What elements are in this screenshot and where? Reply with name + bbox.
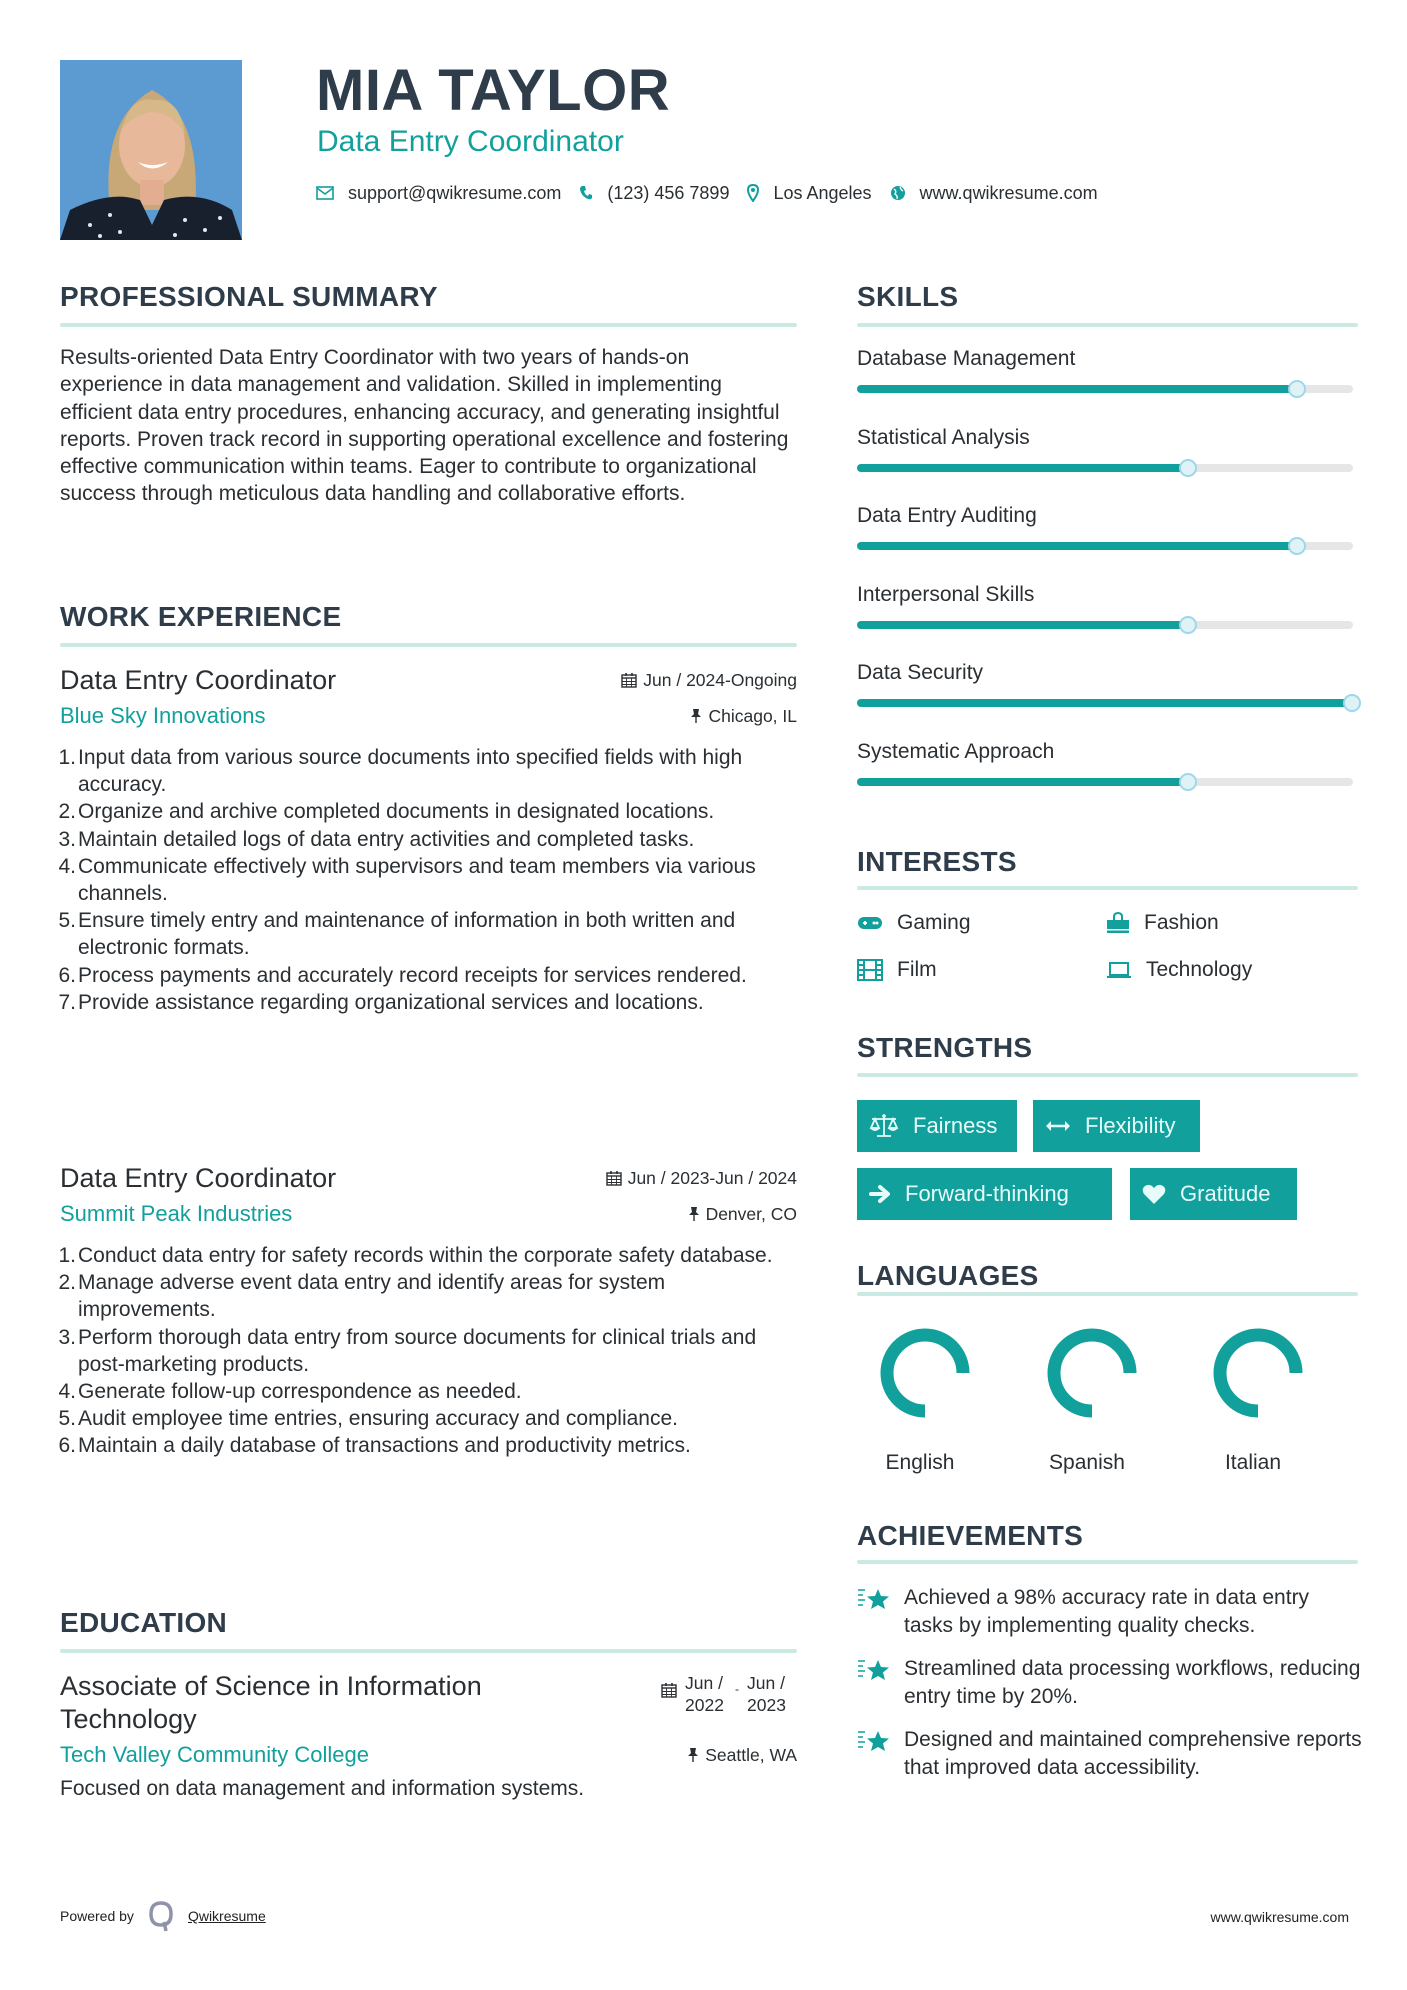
interest-gaming: Gaming bbox=[857, 910, 971, 936]
list-item: 1. Input data from various source documents into specified fields with high accuracy. bbox=[58, 746, 743, 797]
strength-tag-fairness: Fairness bbox=[857, 1100, 1017, 1152]
job-entry-1 bbox=[60, 664, 797, 1016]
skill-bar bbox=[857, 385, 1353, 393]
interest-fashion: Fashion bbox=[1106, 910, 1219, 936]
shopping-bag-icon bbox=[1106, 912, 1130, 934]
school-location: Seattle, WA bbox=[687, 1744, 797, 1766]
skill-bar-fill bbox=[857, 699, 1353, 707]
skill-bar bbox=[857, 464, 1353, 472]
skill-item: Systematic Approach bbox=[857, 739, 1358, 818]
section-divider bbox=[857, 1560, 1358, 1564]
skill-bar bbox=[857, 699, 1353, 707]
language-progress-ring bbox=[875, 1323, 975, 1423]
star-icon bbox=[857, 1728, 891, 1756]
job-title: Data Entry Coordinator bbox=[60, 1163, 337, 1193]
education-entry bbox=[60, 1670, 797, 1802]
envelope-icon bbox=[316, 186, 334, 200]
skill-item: Interpersonal Skills bbox=[857, 582, 1358, 661]
list-item: 2. Manage adverse event data entry and identify areas for system improvements. bbox=[58, 1271, 666, 1322]
section-heading-languages: LANGUAGES bbox=[857, 1260, 1039, 1291]
skill-bar bbox=[857, 778, 1353, 786]
qwikresume-logo-icon bbox=[148, 1900, 174, 1932]
achievement-item: Streamlined data processing workflows, reducing entry time by 20%. bbox=[857, 1655, 1362, 1711]
company-name: Summit Peak Industries bbox=[60, 1201, 293, 1226]
heart-icon bbox=[1142, 1183, 1166, 1205]
list-item: 6. Maintain a daily database of transactions and productivity metrics. bbox=[58, 1434, 691, 1458]
language-spanish: Spanish bbox=[1022, 1323, 1152, 1476]
section-divider bbox=[60, 1649, 797, 1653]
candidate-name: MIA TAYLOR bbox=[316, 58, 671, 123]
skill-bar-knob bbox=[1179, 616, 1197, 634]
skill-bar-knob bbox=[1288, 537, 1306, 555]
skill-bar-fill bbox=[857, 778, 1189, 786]
section-heading-education: EDUCATION bbox=[60, 1607, 228, 1638]
interest-film: Film bbox=[857, 957, 937, 983]
responsibility-list bbox=[60, 744, 797, 1016]
globe-icon bbox=[890, 185, 906, 201]
contact-email[interactable]: support@qwikresume.com bbox=[348, 183, 562, 203]
skill-bar-knob bbox=[1343, 694, 1361, 712]
achievements-list bbox=[857, 1584, 1362, 1782]
avatar bbox=[60, 60, 242, 240]
list-item: 7. Provide assistance regarding organizational services and locations. bbox=[58, 990, 704, 1014]
pushpin-icon bbox=[687, 1747, 699, 1763]
interest-technology: Technology bbox=[1106, 957, 1252, 983]
job-title: Data Entry Coordinator bbox=[60, 665, 337, 695]
list-item: 2. Organize and archive completed documents in designated locations. bbox=[58, 800, 715, 824]
gamepad-icon bbox=[857, 915, 883, 931]
skill-item: Database Management bbox=[857, 346, 1358, 425]
strength-tag-gratitude: Gratitude bbox=[1130, 1168, 1297, 1220]
achievement-item: Designed and maintained comprehensive reports that improved data accessibility. bbox=[857, 1726, 1362, 1782]
contact-phone[interactable]: (123) 456 7899 bbox=[607, 183, 730, 203]
calendar-icon bbox=[661, 1682, 677, 1698]
list-item: 3. Maintain detailed logs of data entry activities and completed tasks. bbox=[58, 827, 695, 851]
calendar-icon bbox=[606, 1170, 622, 1186]
job-location: Chicago, IL bbox=[690, 705, 797, 727]
responsibility-list bbox=[60, 1242, 797, 1460]
qwikresume-link[interactable]: Qwikresume bbox=[187, 1908, 266, 1924]
section-heading-skills: SKILLS bbox=[857, 281, 959, 312]
job-dates: Jun / 2024-Ongoing bbox=[621, 669, 797, 691]
pushpin-icon bbox=[690, 708, 702, 724]
section-divider bbox=[60, 643, 797, 647]
skill-bar-fill bbox=[857, 464, 1189, 472]
section-heading-interests: INTERESTS bbox=[857, 846, 1017, 877]
list-item: 4. Communicate effectively with supervisors and team members via various channels. bbox=[58, 854, 756, 906]
achievement-item: Achieved a 98% accuracy rate in data entry tasks by implementing quality checks. bbox=[857, 1584, 1362, 1640]
contact-location: Los Angeles bbox=[773, 183, 872, 203]
education-dates: Jun / 2022 - Jun / 2023 bbox=[661, 1672, 797, 1716]
skill-item: Data Security bbox=[857, 660, 1358, 739]
skill-bar-fill bbox=[857, 621, 1189, 629]
section-divider bbox=[857, 1292, 1358, 1296]
summary-text: Results-oriented Data Entry Coordinator with two years of hands-on experience in data management and validation. Skilled in implementing efficient data entry procedures, enhancing accuracy, and generating insightful reports. Proven track record in supporting operational excellence and fostering effective communication within teams. Eager to contribute to organizational success through meticulous data handling and collaborative efforts. bbox=[60, 346, 789, 506]
section-heading-experience: WORK EXPERIENCE bbox=[60, 601, 342, 632]
job-entry-2 bbox=[60, 1162, 797, 1460]
arrows-horizontal-icon bbox=[1045, 1119, 1071, 1133]
skill-item: Data Entry Auditing bbox=[857, 503, 1358, 582]
list-item: 6. Process payments and accurately record receipts for services rendered. bbox=[58, 963, 747, 987]
section-divider bbox=[857, 886, 1358, 890]
skill-bar-knob bbox=[1179, 459, 1197, 477]
list-item: 5. Audit employee time entries, ensuring accuracy and compliance. bbox=[58, 1407, 678, 1431]
laptop-icon bbox=[1106, 961, 1132, 979]
language-progress-ring bbox=[1208, 1323, 1308, 1423]
section-divider bbox=[857, 1073, 1358, 1077]
candidate-title: Data Entry Coordinator bbox=[317, 125, 624, 158]
map-marker-icon bbox=[747, 184, 759, 202]
strength-tag-flexibility: Flexibility bbox=[1033, 1100, 1200, 1152]
contact-bar bbox=[316, 181, 1116, 205]
company-name: Blue Sky Innovations bbox=[60, 703, 266, 728]
language-progress-ring bbox=[1042, 1323, 1142, 1423]
language-italian: Italian bbox=[1188, 1323, 1318, 1476]
calendar-icon bbox=[621, 672, 637, 688]
arrow-right-icon bbox=[869, 1184, 891, 1204]
contact-website[interactable]: www.qwikresume.com bbox=[919, 183, 1098, 203]
section-heading-strengths: STRENGTHS bbox=[857, 1032, 1033, 1063]
degree-title: Associate of Science in Information Technology bbox=[60, 1671, 482, 1734]
phone-icon bbox=[579, 185, 593, 201]
skill-bar bbox=[857, 621, 1353, 629]
balance-scale-icon bbox=[869, 1113, 899, 1139]
pushpin-icon bbox=[688, 1206, 700, 1222]
profile-photo bbox=[60, 60, 242, 240]
school-name: Tech Valley Community College bbox=[60, 1742, 369, 1767]
list-item: 3. Perform thorough data entry from source documents for clinical trials and post-marketing products. bbox=[58, 1325, 757, 1376]
section-divider bbox=[60, 323, 797, 327]
skill-item: Statistical Analysis bbox=[857, 425, 1358, 504]
star-icon bbox=[857, 1586, 891, 1614]
education-description: Focused on data management and information systems. bbox=[60, 1777, 585, 1800]
section-heading-achievements: ACHIEVEMENTS bbox=[857, 1520, 1084, 1551]
job-location: Denver, CO bbox=[688, 1203, 797, 1225]
footer-website[interactable]: www.qwikresume.com bbox=[1210, 1909, 1349, 1925]
job-dates: Jun / 2023-Jun / 2024 bbox=[606, 1167, 797, 1189]
footer-powered-by: Powered by Qwikresume bbox=[60, 1900, 266, 1932]
section-divider bbox=[857, 323, 1358, 327]
skills-list bbox=[857, 346, 1358, 818]
skill-bar-fill bbox=[857, 542, 1298, 550]
list-item: 5. Ensure timely entry and maintenance of information in both written and electronic formats. bbox=[58, 909, 736, 960]
skill-bar-fill bbox=[857, 385, 1298, 393]
skill-bar bbox=[857, 542, 1353, 550]
film-icon bbox=[857, 959, 883, 981]
list-item: 4. Generate follow-up correspondence as needed. bbox=[58, 1380, 522, 1404]
strength-tag-forward-thinking: Forward-thinking bbox=[857, 1168, 1112, 1220]
skill-bar-knob bbox=[1179, 773, 1197, 791]
skill-bar-knob bbox=[1288, 380, 1306, 398]
language-english: English bbox=[855, 1323, 985, 1476]
star-icon bbox=[857, 1657, 891, 1685]
list-item: 1. Conduct data entry for safety records within the corporate safety database. bbox=[58, 1244, 773, 1267]
section-heading-summary: PROFESSIONAL SUMMARY bbox=[60, 281, 438, 312]
